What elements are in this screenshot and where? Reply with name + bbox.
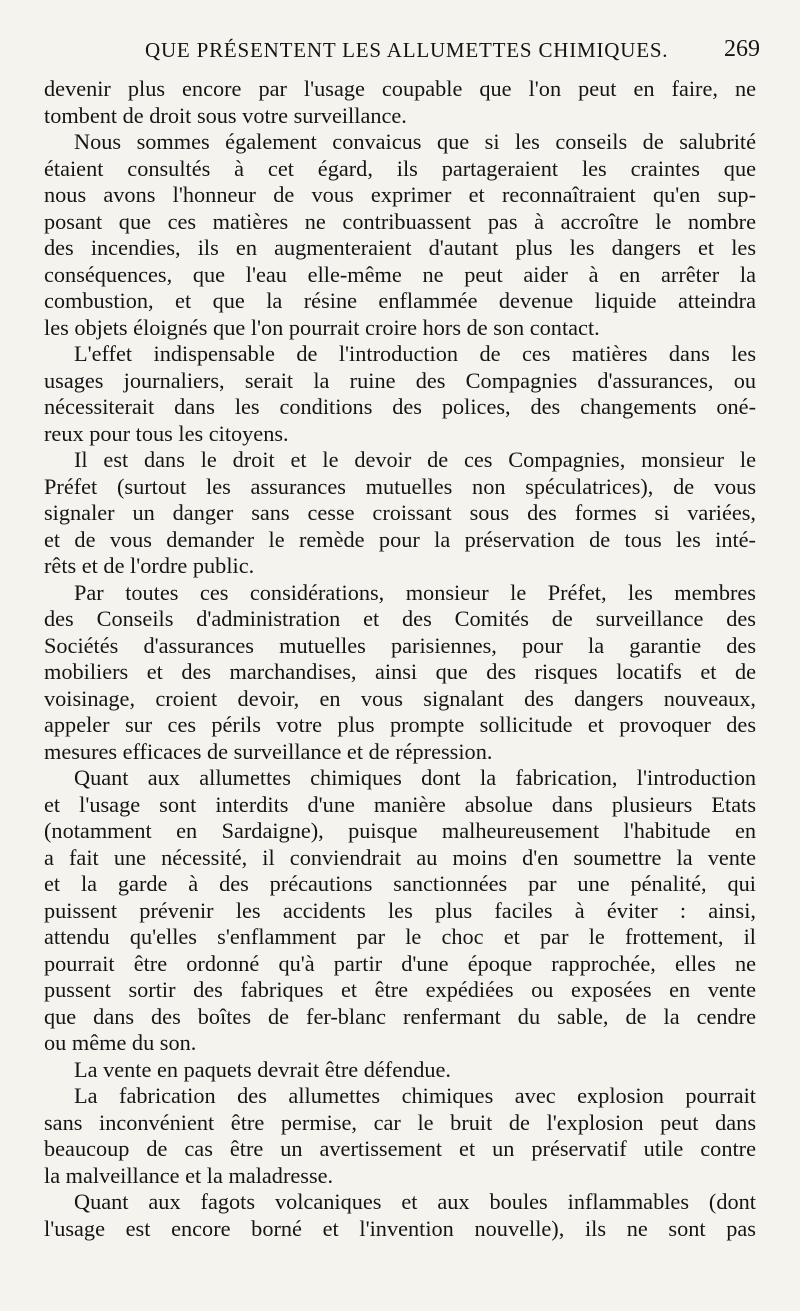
text-line: La fabrication des allumettes chimiques avec explosion pourrait [74, 1083, 756, 1108]
text-line: L'effet indispensable de l'introduction de ces matières dans les [74, 341, 756, 366]
text-line: étaient consultés à cet égard, ils partageraient les craintes que [44, 155, 756, 181]
text-line: nous avons l'honneur de vous exprimer et reconnaîtraient qu'en sup- [44, 182, 756, 207]
text-line: pussent sortir des fabriques et être expédiées ou exposées en vente [44, 977, 756, 1002]
text-line: Par toutes ces considérations, monsieur le Préfet, les membres [74, 579, 756, 605]
text-line: conséquences, que l'eau elle-même ne peut aider à en arrêter la [44, 261, 756, 287]
text-line: Préfet (surtout les assurances mutuelles non spéculatrices), de vous [44, 473, 756, 499]
text-line: et l'usage sont interdits d'une manière absolue dans plusieurs Etats [44, 791, 756, 817]
text-line: voisinage, croient devoir, en vous signalant des dangers nouveaux, [44, 685, 756, 711]
text-line: devenir plus encore par l'usage coupable que l'on peut en faire, ne [44, 76, 756, 101]
text-line: La vente en paquets devrait être défendue. [74, 1056, 452, 1082]
body-text [44, 76, 756, 1242]
text-line: (notamment en Sardaigne), puisque malheureusement l'habitude en [44, 818, 756, 843]
text-line: et la garde à des précautions sanctionnées par une pénalité, qui [44, 871, 756, 896]
text-line: que dans des boîtes de fer-blanc renfermant du sable, de la cendre [44, 1003, 756, 1029]
text-line: Nous sommes également convaicus que si les conseils de salubrité [74, 129, 756, 154]
text-line: pourrait être ordonné qu'à partir d'une époque rapprochée, elles ne [44, 950, 756, 976]
text-line: Quant aux fagots volcaniques et aux boules inflammables (dont [74, 1189, 756, 1214]
text-line: et de vous demander le remède pour la préservation de tous les inté- [44, 526, 756, 552]
text-line: l'usage est encore borné et l'invention nouvelle), ils ne sont pas [44, 1215, 756, 1241]
running-title: QUE PRÉSENTENT LES ALLUMETTES CHIMIQUES. [145, 38, 669, 62]
text-line: Il est dans le droit et le devoir de ces Compagnies, monsieur le [74, 447, 756, 472]
text-line: ou même du son. [44, 1030, 197, 1055]
page-number: 269 [724, 36, 760, 62]
text-line: les objets éloignés que l'on pourrait croire hors de son contact. [44, 314, 600, 340]
text-line: mesures efficaces de surveillance et de répression. [44, 738, 493, 764]
text-line: combustion, et que la résine enflammée devenue liquide atteindra [44, 288, 756, 313]
text-line: nécessiterait dans les conditions des polices, des changements oné- [44, 394, 756, 419]
text-line: Sociétés d'assurances mutuelles parisiennes, pour la garantie des [44, 632, 756, 658]
text-line: attendu qu'elles s'enflamment par le choc et par le frottement, il [44, 924, 756, 949]
text-line: appeler sur ces périls votre plus prompte sollicitude et provoquer des [44, 712, 756, 737]
text-line: beaucoup de cas être un avertissement et un préservatif utile contre [44, 1136, 756, 1161]
text-line: reux pour tous les citoyens. [44, 420, 289, 446]
text-line: rêts et de l'ordre public. [44, 553, 255, 578]
text-line: mobiliers et des marchandises, ainsi que des risques locatifs et de [44, 659, 756, 684]
text-line: tombent de droit sous votre surveillance. [44, 102, 407, 128]
text-line: sans inconvénient être permise, car le bruit de l'explosion peut dans [44, 1109, 756, 1135]
text-line: signaler un danger sans cesse croissant sous des formes si variées, [44, 500, 756, 525]
page-header [40, 36, 760, 68]
text-line: puissent prévenir les accidents les plus faciles à éviter : ainsi, [44, 897, 756, 923]
text-line: a fait une nécessité, il conviendrait au moins d'en soumettre la vente [44, 844, 756, 870]
text-line: posant que ces matières ne contribuassent pas à accroître le nombre [44, 208, 756, 234]
text-line: la malveillance et la maladresse. [44, 1162, 334, 1188]
text-line: des Conseils d'administration et des Comités de surveillance des [44, 606, 756, 631]
text-line: usages journaliers, serait la ruine des Compagnies d'assurances, ou [44, 367, 756, 393]
text-line: des incendies, ils en augmenteraient d'autant plus les dangers et les [44, 235, 756, 260]
text-line: Quant aux allumettes chimiques dont la fabrication, l'introduction [74, 765, 756, 790]
